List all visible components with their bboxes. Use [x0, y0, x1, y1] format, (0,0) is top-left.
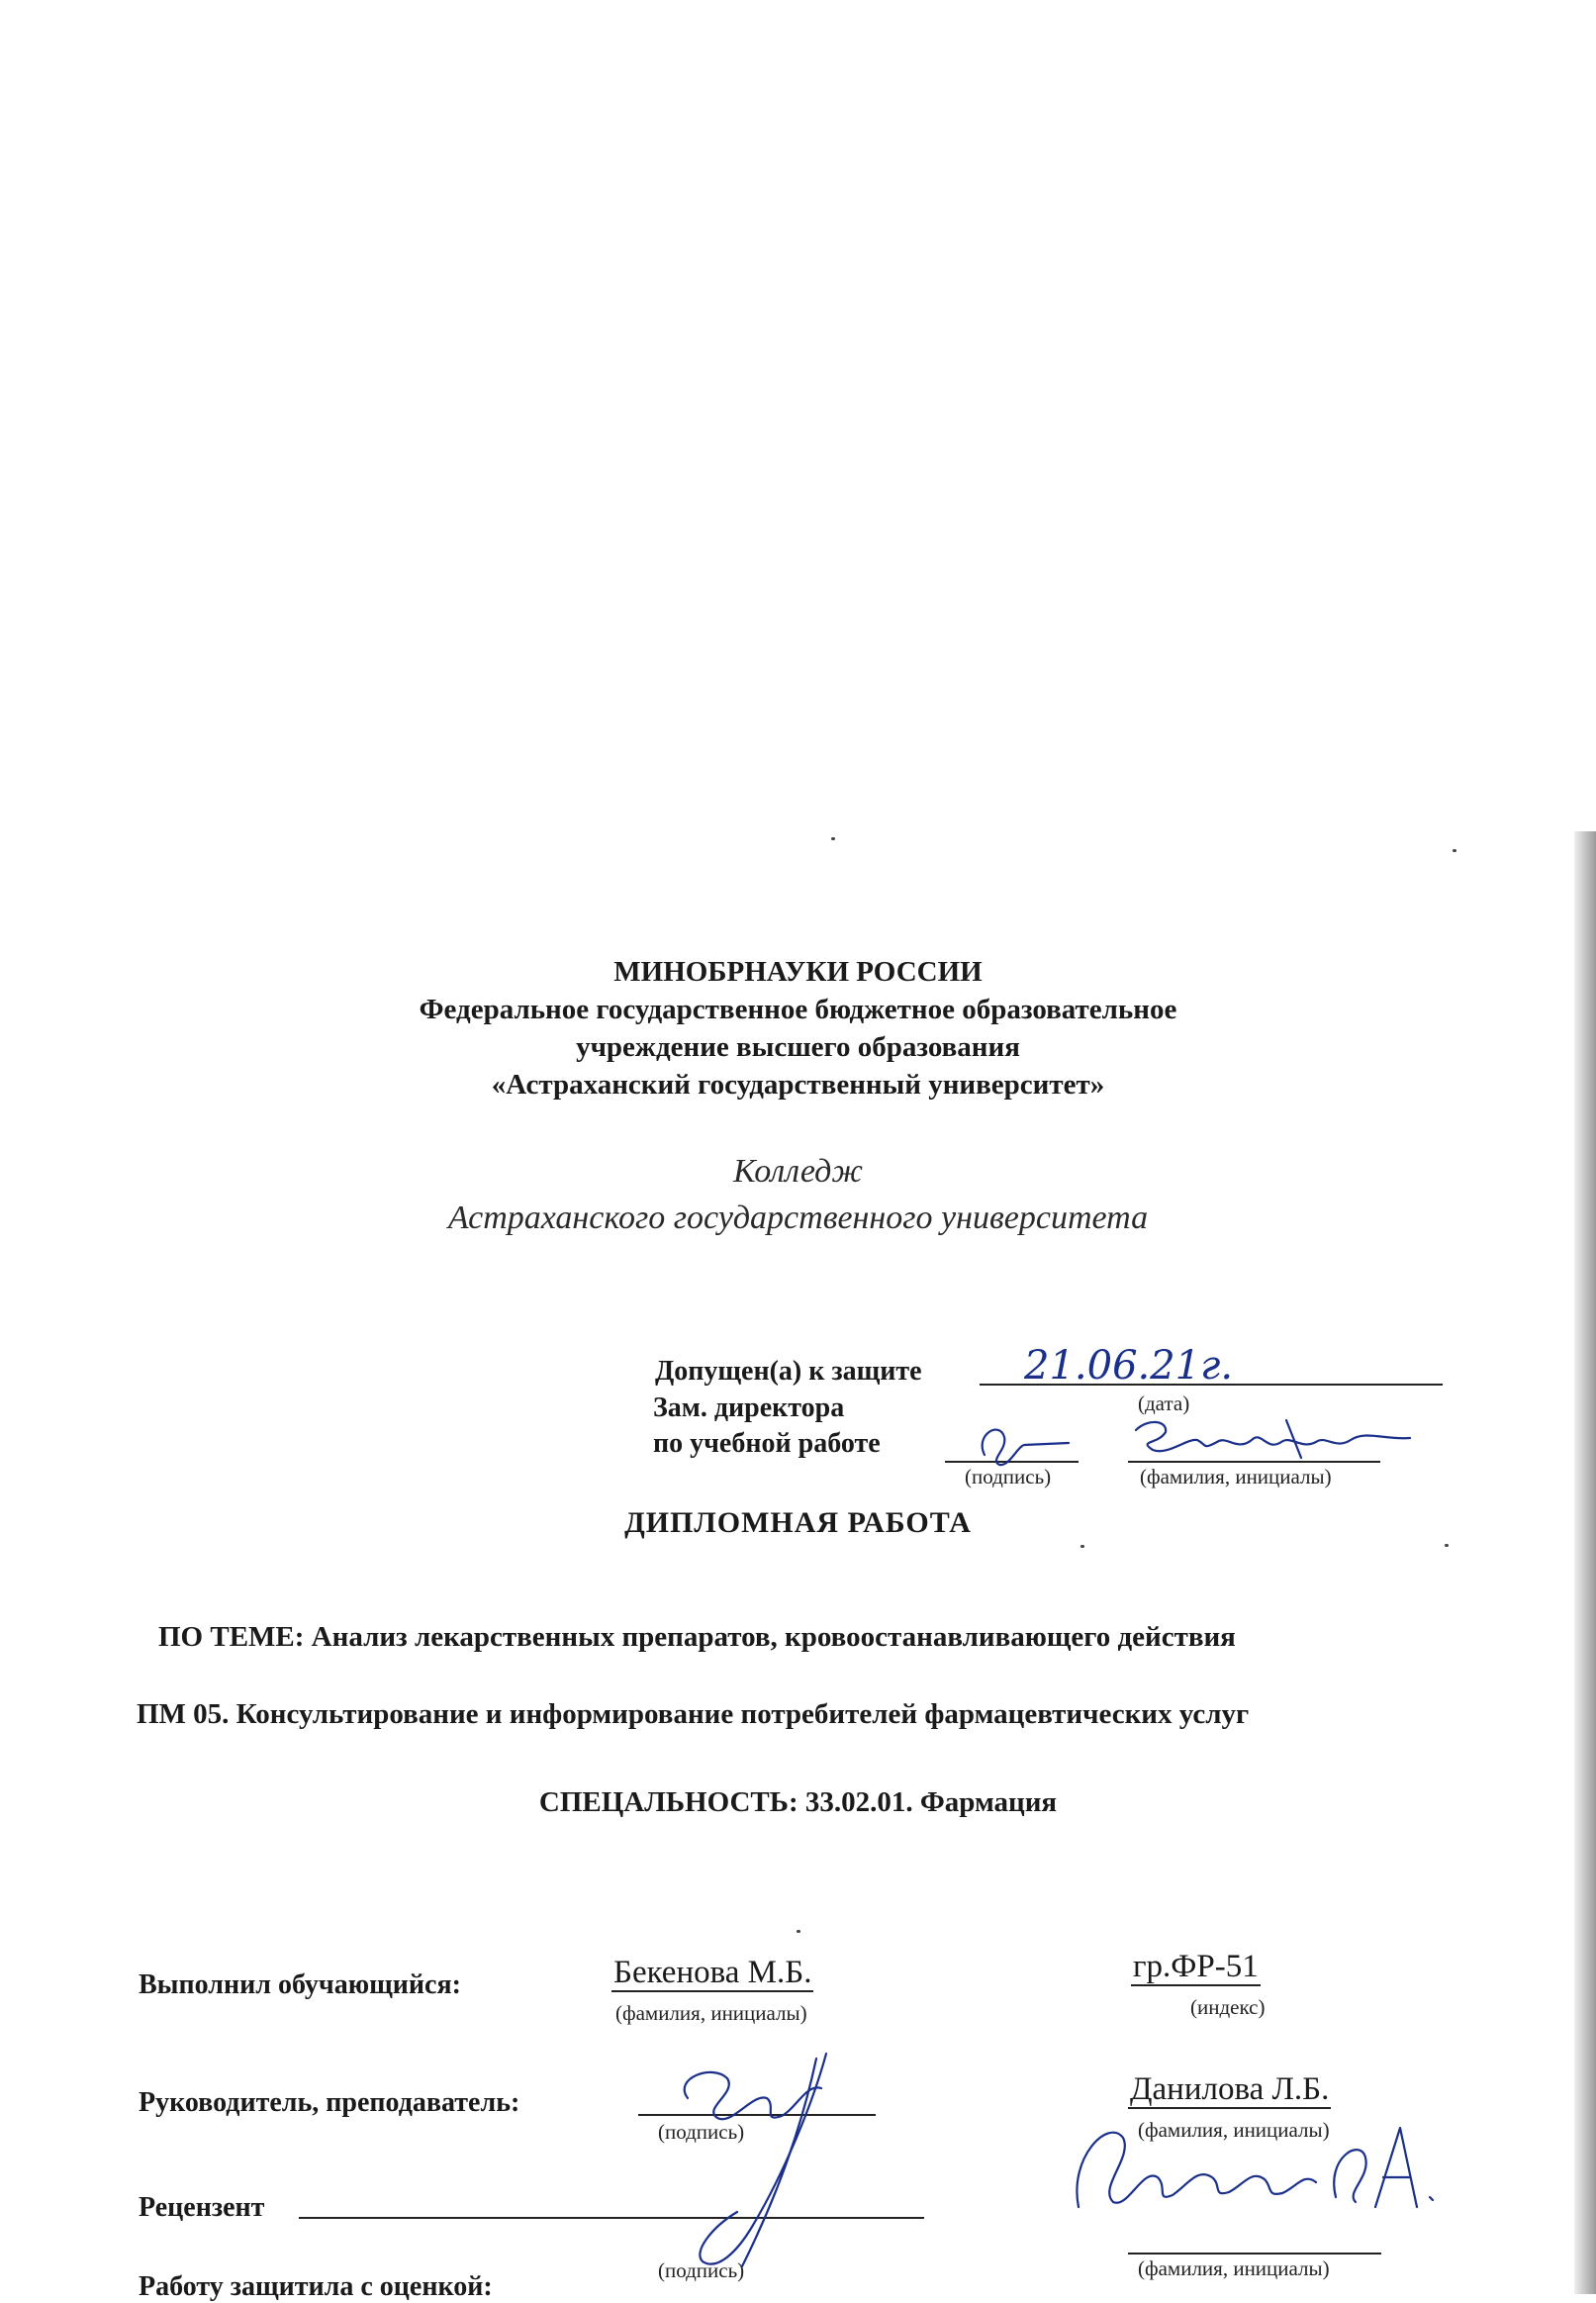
deputy-line-2: по учебной работе [653, 1428, 881, 1459]
deputy-signature-caption: (подпись) [965, 1465, 1052, 1488]
supervisor-signature-caption: (подпись) [658, 2120, 745, 2144]
handwritten-date-text: 21.06.21г. [1024, 1343, 1234, 1389]
scan-speck [1080, 1545, 1084, 1548]
student-name-caption: (фамилия, инициалы) [615, 2001, 807, 2025]
reviewer-name-caption: (фамилия, инициалы) [1138, 2256, 1330, 2280]
document-title: ДИПЛОМНАЯ РАБОТА [624, 1506, 972, 1539]
institution-line-2: учреждение высшего образования [576, 1031, 1020, 1063]
reviewer-name-handwritten [1049, 2098, 1464, 2237]
supervisor-label: Руководитель, преподаватель: [139, 2087, 520, 2118]
reviewer-name-line [1128, 2253, 1381, 2255]
supervisor-name-caption: (фамилия, инициалы) [1138, 2118, 1330, 2142]
student-group: гр.ФР-51 [1133, 1949, 1259, 1984]
college-line-1: Колледж [732, 1153, 863, 1190]
professional-module: ПМ 05. Консультирование и информирование потребителей фармацевтических услуг [137, 1698, 1250, 1730]
admission-label: Допущен(а) к защите [655, 1356, 922, 1387]
deputy-name-caption: (фамилия, инициалы) [1140, 1465, 1332, 1488]
reviewer-signature-caption: (подпись) [658, 2258, 745, 2282]
university-name: «Астраханский государственный университет» [491, 1069, 1105, 1101]
student-label: Выполнил обучающийся: [139, 1969, 461, 2000]
deputy-line-1: Зам. директора [653, 1392, 845, 1423]
grade-label: Работу защитила с оценкой: [139, 2271, 493, 2302]
supervisor-name: Данилова Л.Б. [1130, 2071, 1330, 2107]
deputy-signature [970, 1415, 1083, 1470]
college-line-2: Астраханского государственного университета [447, 1199, 1149, 1236]
supervisor-signature [643, 2039, 861, 2286]
scan-speck [1445, 1544, 1449, 1547]
date-caption: (дата) [1138, 1391, 1190, 1415]
scan-speck [831, 837, 835, 840]
student-name: Бекенова М.Б. [613, 1955, 812, 1990]
scan-speck [797, 1930, 800, 1933]
handwritten-date [1024, 1339, 1262, 1391]
institution-line-1: Федеральное государственное бюджетное образовательное [419, 994, 1177, 1025]
reviewer-label: Рецензент [139, 2192, 265, 2223]
student-group-caption: (индекс) [1190, 1995, 1266, 2019]
specialty: СПЕЦАЛЬНОСТЬ: 33.02.01. Фармация [538, 1786, 1058, 1818]
deputy-name-handwritten [1128, 1410, 1425, 1465]
ministry-line: МИНОБРНАУКИ РОССИИ [613, 956, 983, 988]
scan-speck [1453, 849, 1456, 852]
thesis-topic: ПО ТЕМЕ: Анализ лекарственных препаратов, кровоостанавливающего действия [158, 1621, 1236, 1653]
